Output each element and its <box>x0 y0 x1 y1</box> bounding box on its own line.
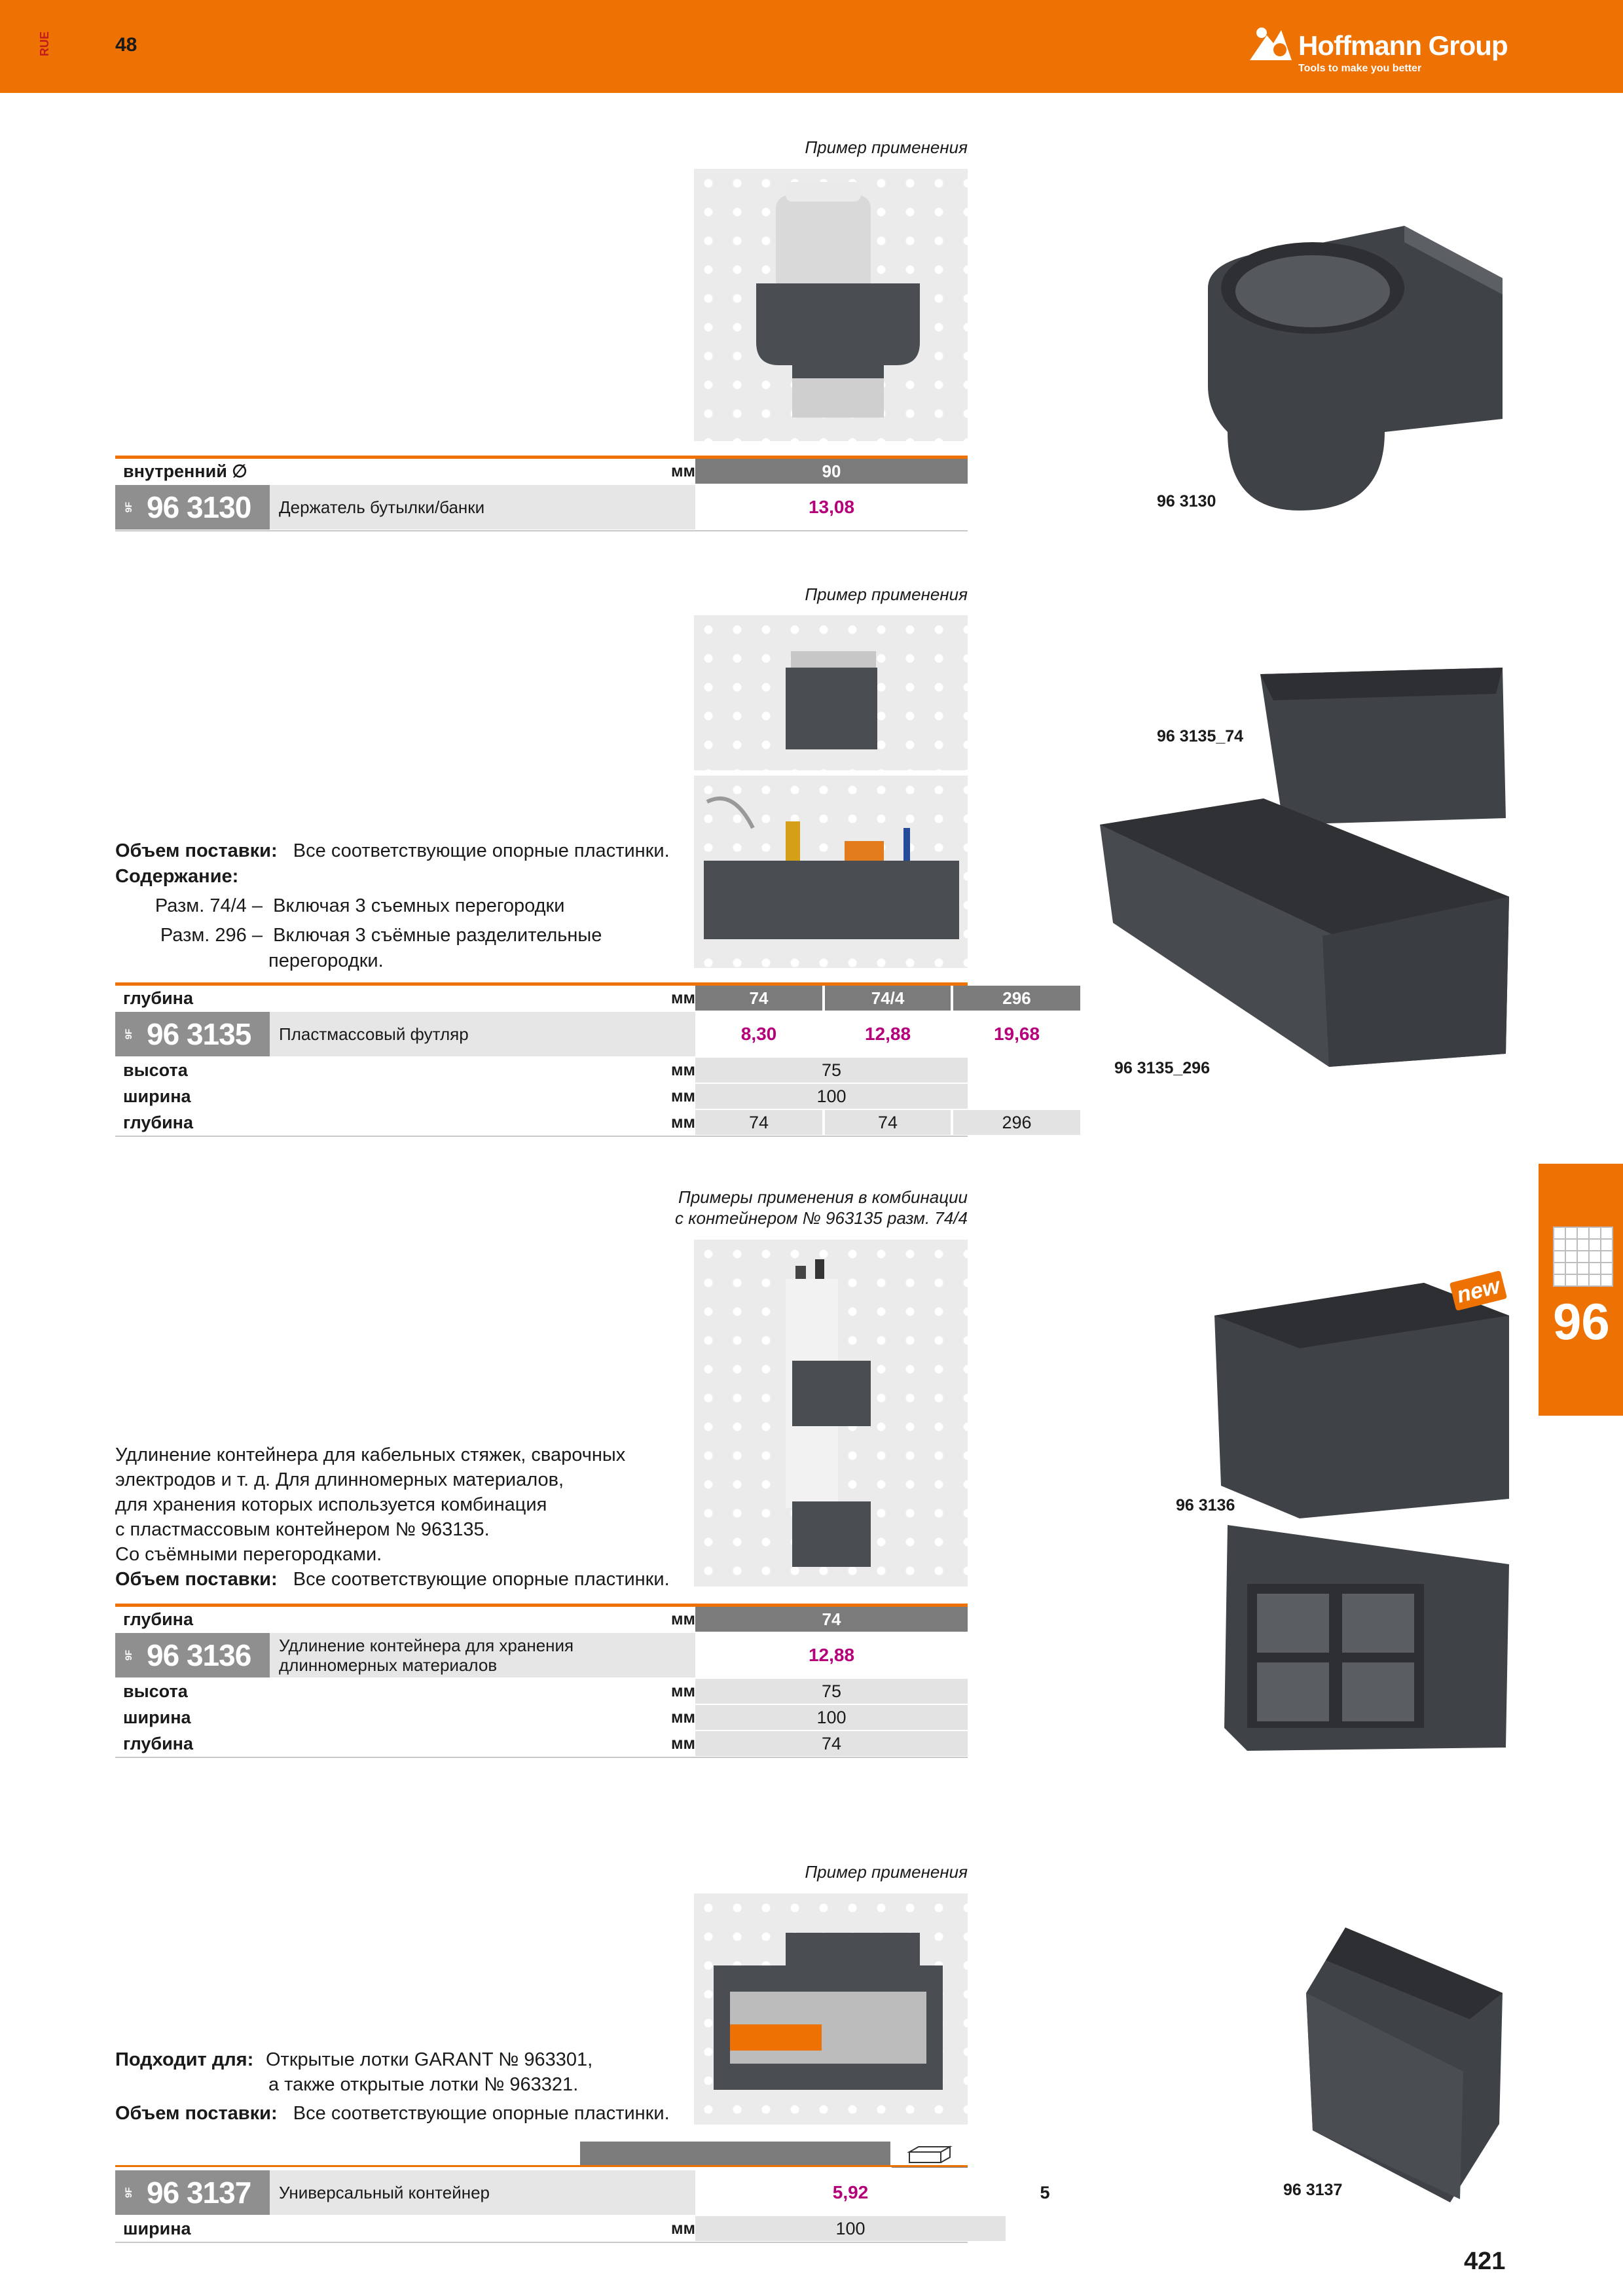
content-size1 <box>115 893 691 918</box>
table-header-bar <box>580 2142 890 2166</box>
size2-label: Разм. 296 – <box>160 925 263 946</box>
brand-logo <box>1247 20 1509 79</box>
header-value-296: 296 <box>953 986 1080 1011</box>
application-caption: Пример применения <box>805 584 968 604</box>
image-label-963130: 96 3130 <box>1157 492 1216 511</box>
article-number-block <box>115 1012 270 1056</box>
description-line-1: Удлинение контейнера для хранения <box>279 1636 574 1655</box>
price: 13,08 <box>808 497 855 517</box>
supply-scope <box>115 2101 691 2126</box>
desc-line-2: электродов и т. д. Для длинномерных материалов, <box>115 1469 564 1490</box>
supply-label: Объем поставки: <box>115 2103 278 2124</box>
product-image-963130 <box>1188 216 1516 524</box>
article-prefix: 9F <box>123 1028 134 1040</box>
table-top-rule <box>115 2165 968 2167</box>
chapter-side-tab[interactable] <box>1539 1164 1623 1416</box>
article-number: 96 3130 <box>147 490 251 524</box>
new-badge: new <box>1450 1270 1507 1311</box>
table-bottom-rule <box>115 1757 968 1758</box>
application-photo-case-large <box>694 776 968 968</box>
desc-line-3: для хранения которых используется комбинация <box>115 1494 547 1515</box>
article-number: 96 3137 <box>147 2176 251 2210</box>
image-label-963135-296: 96 3135_296 <box>1114 1059 1210 1077</box>
size2-text-1: Включая 3 съёмные разделительные <box>273 925 602 946</box>
dim-label: ширина <box>123 2218 191 2238</box>
product-row <box>115 2170 1050 2215</box>
dim-value: 75 <box>695 1679 968 1704</box>
dim-value-296: 296 <box>953 1110 1080 1135</box>
dim-unit: мм <box>671 1681 695 1700</box>
dim-unit: мм <box>671 1113 695 1132</box>
catalog-page-number: 48 <box>115 34 137 56</box>
unit-label: мм <box>671 988 695 1007</box>
application-photo-case-small <box>694 615 968 770</box>
application-photo-bottle-holder <box>694 169 968 441</box>
dim-label: глубина <box>123 1112 193 1132</box>
language-code: RUE <box>38 31 51 56</box>
dim-label: ширина <box>123 1707 191 1727</box>
dim-row-width <box>115 1705 968 1730</box>
content-label: Содержание: <box>115 866 239 887</box>
dim-unit: мм <box>671 1734 695 1753</box>
fits-for <box>115 2047 691 2072</box>
application-photo-universal <box>694 1893 968 2125</box>
application-caption: Пример применения <box>805 137 968 157</box>
logo-tagline: Tools to make you better <box>1298 63 1422 74</box>
article-number-block <box>115 1633 270 1677</box>
header-label: внутренний ∅ <box>123 461 247 481</box>
dim-value: 74 <box>695 1731 968 1756</box>
product-image-963136 <box>1208 1276 1516 1761</box>
unit-label: мм <box>671 461 695 480</box>
article-number-block <box>115 2170 270 2215</box>
header-value-74: 74 <box>695 986 822 1011</box>
dim-row-depth <box>115 1110 1032 1135</box>
article-prefix: 9F <box>123 501 134 513</box>
table-header-row <box>115 1607 968 1632</box>
fits-text-2: а также открытые лотки № 963321. <box>268 2074 579 2095</box>
dim-value: 100 <box>695 1084 968 1109</box>
supply-label: Объем поставки: <box>115 840 278 861</box>
header-value: 74 <box>695 1607 968 1632</box>
price: 12,88 <box>808 1645 855 1665</box>
header-value: 90 <box>695 459 968 484</box>
size1-label: Разм. 74/4 – <box>155 895 263 916</box>
fits-label: Подходит для: <box>115 2049 254 2070</box>
image-label-963137: 96 3137 <box>1283 2181 1343 2199</box>
fits-text-1: Открытые лотки GARANT № 963301, <box>266 2049 593 2070</box>
logo-name: Hoffmann Group <box>1298 30 1508 61</box>
header-label: глубина <box>123 988 193 1008</box>
dim-unit: мм <box>671 1086 695 1105</box>
supply-text: Все соответствующие опорные пластинки. <box>293 2103 670 2124</box>
application-caption-2: с контейнером № 963135 разм. 74/4 <box>675 1208 968 1228</box>
size2-text-2: перегородки. <box>268 950 384 971</box>
dim-label: глубина <box>123 1733 193 1753</box>
supply-scope <box>115 1567 691 1592</box>
table-bottom-rule <box>115 530 968 531</box>
dim-value: 75 <box>695 1058 968 1083</box>
dim-unit: мм <box>671 2219 695 2238</box>
unit-label: мм <box>671 1609 695 1628</box>
price-74: 8,30 <box>740 1024 777 1044</box>
size1-text: Включая 3 съемных перегородки <box>273 895 565 916</box>
price-296: 19,68 <box>993 1024 1040 1044</box>
dim-row-height <box>115 1679 968 1704</box>
article-prefix: 9F <box>123 1649 134 1661</box>
chapter-number: 96 <box>1553 1293 1610 1350</box>
header-label: глубина <box>123 1609 193 1629</box>
dim-row-width <box>115 1084 968 1109</box>
product-description: Держатель бутылки/банки <box>270 485 695 529</box>
dim-label: высота <box>123 1060 188 1080</box>
table-header-row <box>115 986 1031 1011</box>
page-number: 421 <box>1464 2248 1506 2275</box>
application-photo-extension <box>694 1240 968 1587</box>
article-number: 96 3136 <box>147 1638 251 1672</box>
dim-row-depth <box>115 1731 968 1756</box>
product-description <box>270 1633 695 1677</box>
supply-text: Все соответствующие опорные пластинки. <box>293 1569 670 1590</box>
dim-row-width <box>115 2216 968 2241</box>
image-label-963136: 96 3136 <box>1176 1496 1235 1515</box>
dim-value-74-4: 74 <box>825 1110 951 1135</box>
package-icon <box>892 2142 968 2168</box>
table-header-row <box>115 459 968 484</box>
content-size2 <box>115 923 691 948</box>
product-description: Универсальный контейнер <box>270 2170 695 2215</box>
product-description: Пластмассовый футляр <box>270 1012 695 1056</box>
desc-line-5: Со съёмными перегородками. <box>115 1544 382 1565</box>
grid-icon <box>1553 1227 1613 1287</box>
dim-label: ширина <box>123 1086 191 1106</box>
dim-unit: мм <box>671 1708 695 1727</box>
table-bottom-rule <box>115 2242 968 2243</box>
dim-value: 100 <box>695 1705 968 1730</box>
product-row <box>115 485 968 529</box>
product-image-963137 <box>1300 1921 1509 2209</box>
supply-scope <box>115 838 691 863</box>
product-row <box>115 1633 968 1677</box>
product-image-963135 <box>1100 661 1519 1073</box>
desc-line-4: с пластмассовым контейнером № 963135. <box>115 1519 490 1540</box>
supply-label: Объем поставки: <box>115 1569 278 1590</box>
price: 5,92 <box>832 2182 869 2202</box>
dim-value-74: 74 <box>695 1110 822 1135</box>
dim-row-height <box>115 1058 968 1083</box>
description-line-2: длинномерных материалов <box>279 1655 498 1675</box>
desc-line-1: Удлинение контейнера для кабельных стяжек, сварочных <box>115 1444 626 1465</box>
price-74-4: 12,88 <box>864 1024 911 1044</box>
logo-mark-icon <box>1247 24 1293 63</box>
image-label-963135-74: 96 3135_74 <box>1157 727 1244 745</box>
pack-quantity: 5 <box>1040 2182 1050 2202</box>
article-number-block <box>115 485 270 529</box>
article-number: 96 3135 <box>147 1017 251 1051</box>
header-value-74-4: 74/4 <box>825 986 951 1011</box>
application-caption: Пример применения <box>805 1862 968 1882</box>
product-row <box>115 1012 1040 1056</box>
dim-value: 100 <box>695 2216 1006 2241</box>
supply-text: Все соответствующие опорные пластинки. <box>293 840 670 861</box>
dim-unit: мм <box>671 1060 695 1079</box>
extension-description <box>115 1443 691 1592</box>
table-bottom-rule <box>115 1136 968 1137</box>
application-caption-1: Примеры применения в комбинации <box>678 1187 968 1207</box>
dim-label: высота <box>123 1681 188 1701</box>
article-prefix: 9F <box>123 2187 134 2198</box>
